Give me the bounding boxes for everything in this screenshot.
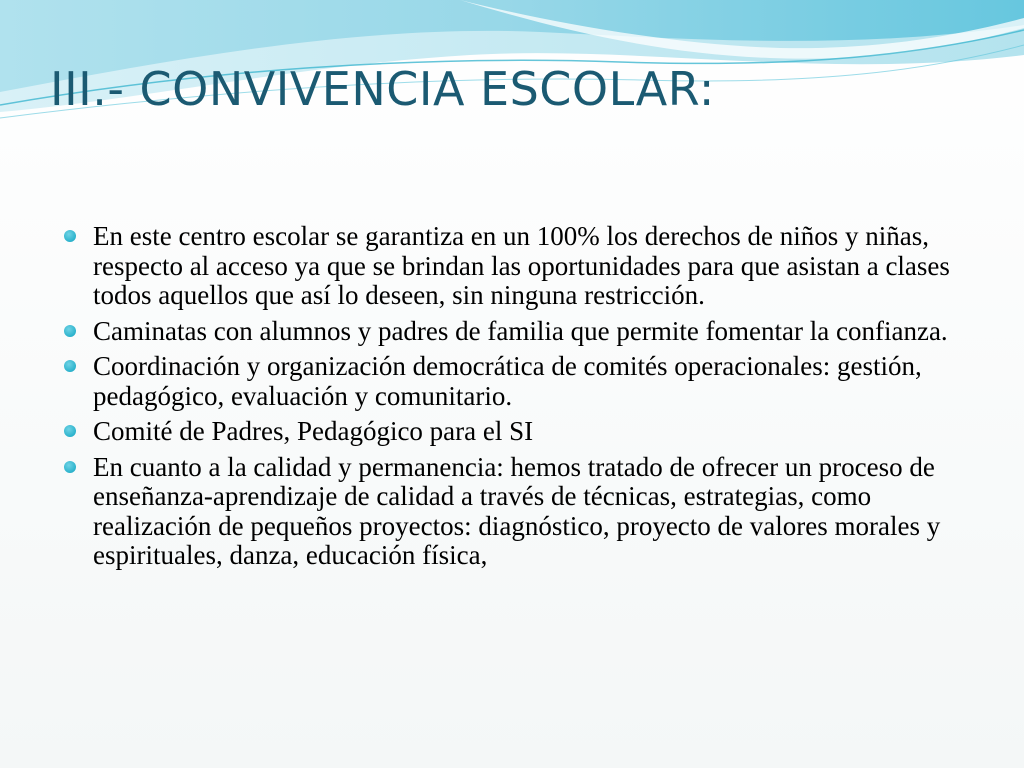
bullet-dot-icon <box>64 461 76 473</box>
bullet-text: En este centro escolar se garantiza en un 100% los derechos de niños y niñas, respecto al acceso ya que se brindan las oportunidades para que asistan a clases todos aquellos que así lo deseen, sin ninguna restricción. <box>93 221 950 310</box>
slide-title: III.- CONVIVENCIA ESCOLAR: <box>50 62 715 116</box>
bullet-item <box>62 222 962 311</box>
bullet-item <box>62 453 962 571</box>
bullet-text: Comité de Padres, Pedagógico para el SI <box>93 416 534 446</box>
bullet-list <box>62 222 962 577</box>
bullet-text: En cuanto a la calidad y permanencia: hemos tratado de ofrecer un proceso de enseñanza-aprendizaje de calidad a través de técnicas, estrategias, como realización de pequeños proyectos: diagnóstico, proyecto de valores morales y espirituales, danza, educación física, <box>93 451 941 570</box>
bullet-text: Coordinación y organización democrática de comités operacionales: gestión, pedagógico, evaluación y comunitario. <box>93 351 922 411</box>
bullet-text: Caminatas con alumnos y padres de familia que permite fomentar la confianza. <box>93 315 948 346</box>
bullet-item <box>62 417 962 447</box>
bullet-dot-icon <box>64 425 76 437</box>
bullet-dot-icon <box>64 360 76 372</box>
bullet-dot-icon <box>64 230 76 242</box>
bullet-item <box>62 317 962 347</box>
bullet-item <box>62 352 962 411</box>
bullet-dot-icon <box>64 325 76 337</box>
